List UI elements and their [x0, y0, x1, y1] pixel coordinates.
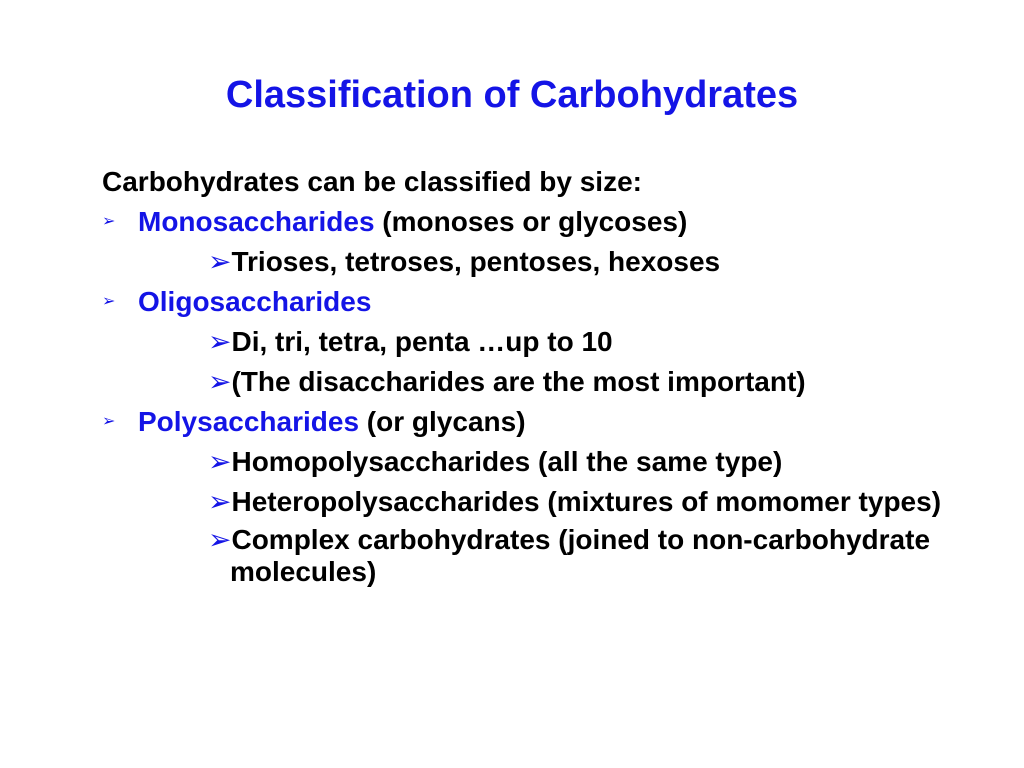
term-note: (or glycans): [359, 406, 526, 437]
sub-item-text: (The disaccharides are the most important): [231, 366, 806, 397]
sub-item: [102, 524, 990, 588]
term-monosaccharides: Monosaccharides: [138, 206, 375, 237]
term-polysaccharides: Polysaccharides: [138, 406, 360, 437]
arrow-bullet-icon: ➢: [102, 293, 116, 310]
list-item-polysaccharides: [102, 402, 982, 442]
sub-item-text: Trioses, tetroses, pentoses, hexoses: [231, 246, 721, 277]
sub-item-text: Di, tri, tetra, penta …up to 10: [231, 326, 613, 357]
slide-body: [102, 162, 982, 594]
arrow-bullet-icon: ➢: [102, 413, 116, 430]
arrow-bullet-icon: ➢: [208, 366, 232, 397]
sub-item: [102, 362, 982, 402]
arrow-bullet-icon: ➢: [208, 326, 232, 357]
arrow-bullet-icon: ➢: [208, 446, 232, 477]
term-note: (monoses or glycoses): [374, 206, 688, 237]
sub-item: [102, 442, 982, 482]
sub-item-text: Complex carbohydrates (joined to non-carbohydrate molecules): [230, 524, 931, 587]
sub-item: [102, 486, 990, 518]
arrow-bullet-icon: ➢: [208, 246, 232, 277]
list-item-oligosaccharides: [102, 282, 982, 322]
sub-item: [102, 322, 982, 362]
arrow-bullet-icon: ➢: [102, 213, 116, 230]
intro-text: Carbohydrates can be classified by size:: [102, 166, 642, 197]
sub-item-text: Homopolysaccharides (all the same type): [231, 446, 783, 477]
arrow-bullet-icon: ➢: [208, 524, 232, 555]
list-item-monosaccharides: [102, 202, 982, 242]
term-oligosaccharides: Oligosaccharides: [138, 286, 372, 317]
slide-title: Classification of Carbohydrates: [225, 74, 799, 116]
arrow-bullet-icon: ➢: [208, 486, 232, 517]
sub-item-text: Heteropolysaccharides (mixtures of momomer types): [231, 486, 942, 517]
sub-item: [102, 242, 982, 282]
